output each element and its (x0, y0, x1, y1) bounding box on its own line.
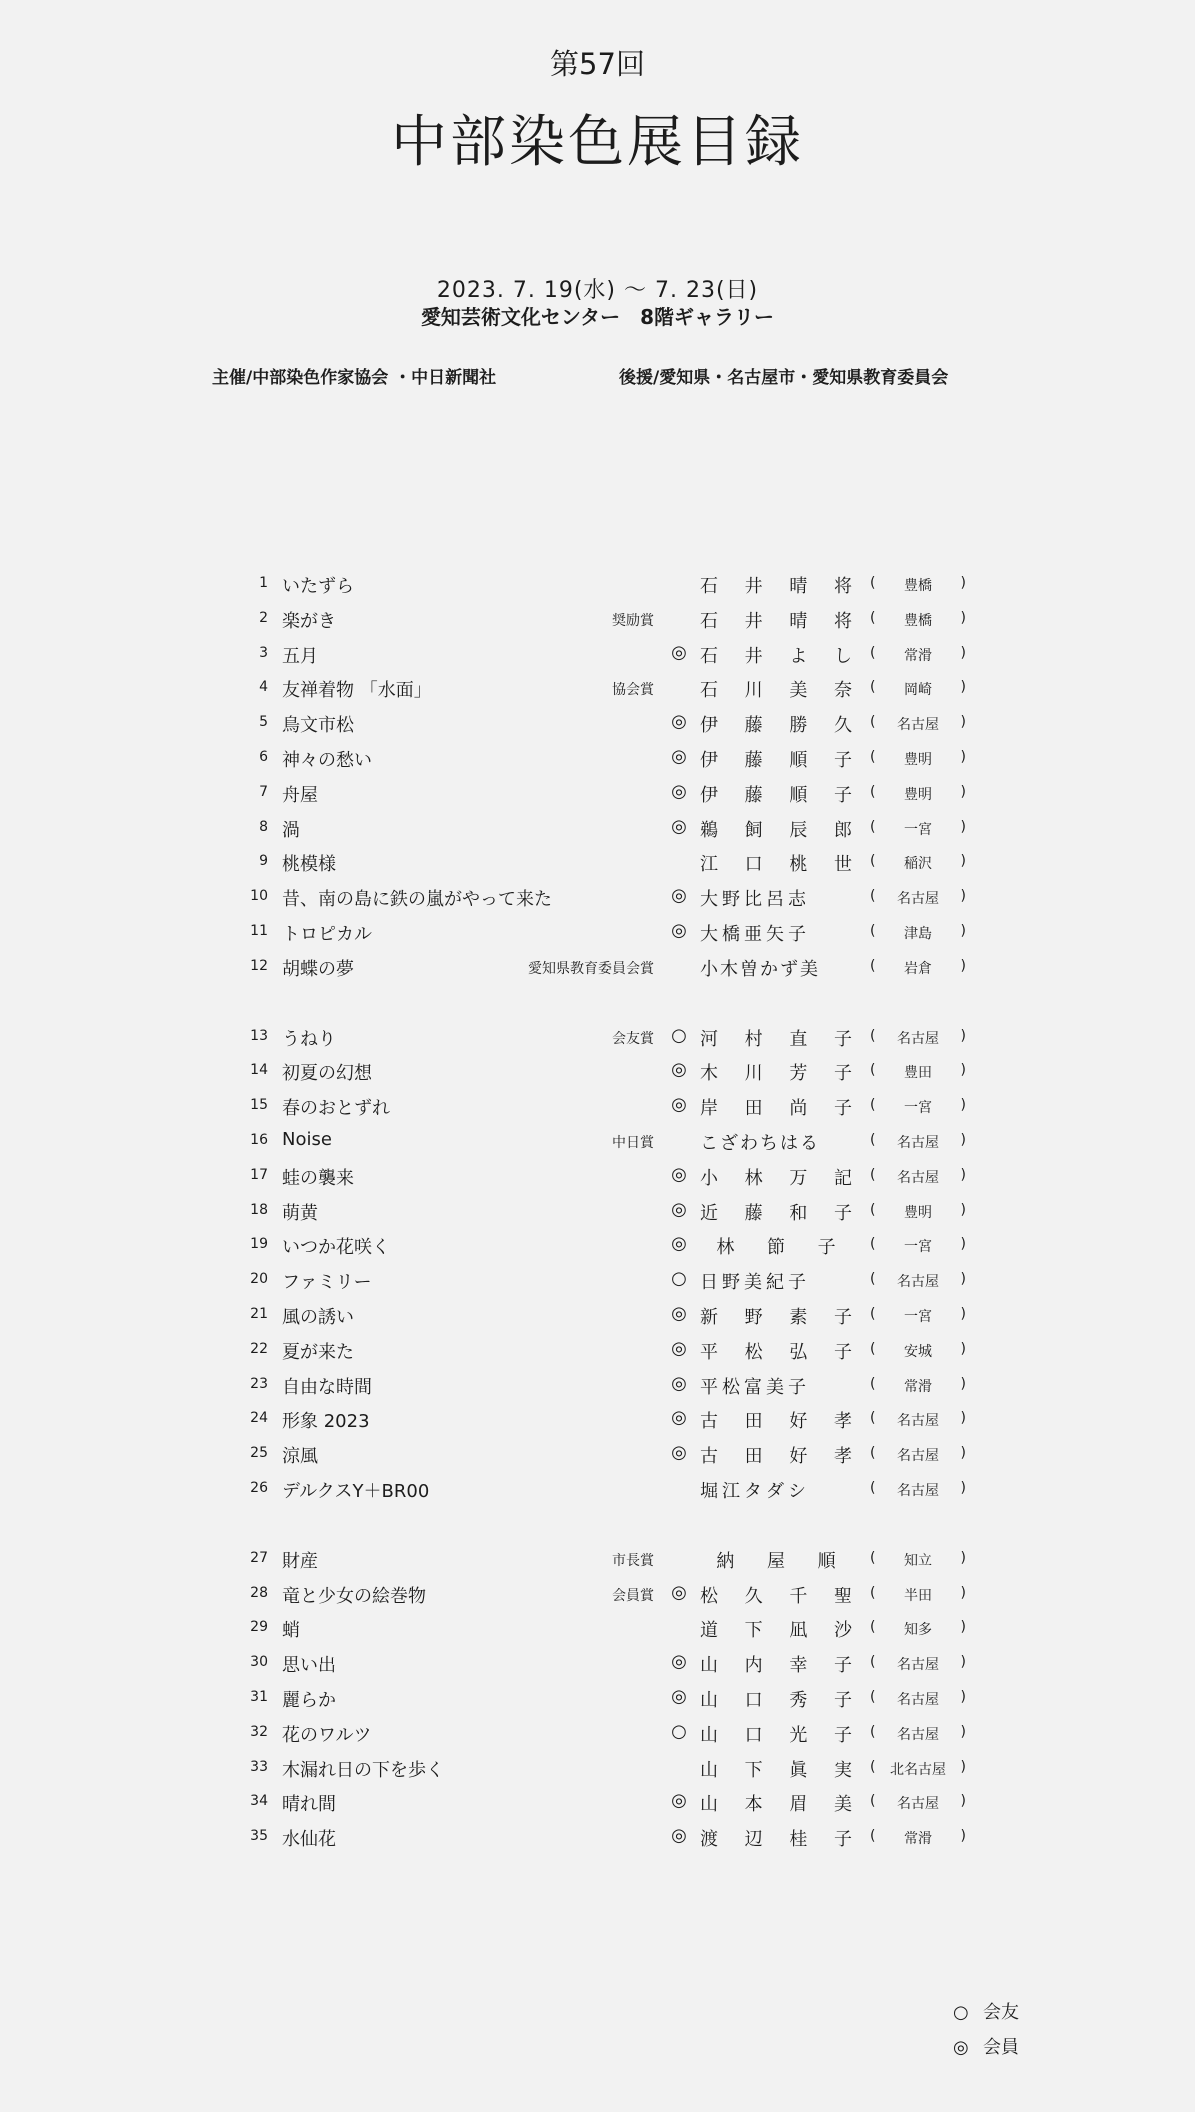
entry-title: 初夏の幻想 (282, 1063, 372, 1085)
entry-artist: 木 川 芳 子 (700, 1063, 852, 1085)
table-row (0, 846, 1195, 876)
entry-artist: 山 内 幸 子 (700, 1655, 852, 1677)
entry-number: 5 (259, 714, 268, 731)
entry-title: 竜と少女の絵巻物 (282, 1585, 426, 1607)
entry-title: 五月 (282, 645, 318, 667)
entry-number: 22 (250, 1340, 268, 1357)
entry-number: 31 (250, 1689, 268, 1705)
entry-title: 自由な時間 (282, 1376, 372, 1398)
entry-number: 26 (250, 1480, 268, 1496)
entry-location: ( 名古屋 ) (870, 1793, 966, 1813)
membership-mark: ◎ (671, 815, 687, 837)
entry-artist: 山 本 眉 美 (700, 1794, 852, 1816)
entry-artist: 納 屋 順 (716, 1550, 836, 1572)
entry-number: 25 (250, 1445, 268, 1462)
entry-title: 麗らか (282, 1690, 336, 1711)
entry-location: ( 名古屋 ) (870, 1445, 966, 1465)
entry-artist: 日野美紀子 (700, 1272, 810, 1294)
membership-mark: ◎ (671, 1442, 687, 1464)
entry-artist: 江 口 桃 世 (700, 854, 852, 876)
table-row (0, 1786, 1195, 1816)
entry-location: ( 名古屋 ) (870, 1027, 966, 1047)
membership-mark: ◎ (671, 1303, 687, 1324)
entry-title: 木漏れ日の下を歩く (282, 1759, 444, 1781)
entry-location: ( 名古屋 ) (870, 1723, 966, 1743)
membership-mark: ◎ (671, 1198, 687, 1220)
entry-title: 風の誘い (282, 1307, 354, 1328)
legend-label: 会友 (983, 2002, 1019, 2023)
entry-title: 思い出 (282, 1655, 336, 1677)
entry-number: 1 (259, 575, 268, 591)
entry-location: ( 常滑 ) (870, 644, 966, 664)
membership-mark: ◎ (671, 1790, 687, 1812)
membership-mark: ◎ (671, 641, 687, 663)
table-row (0, 638, 1195, 668)
table-row (0, 1334, 1195, 1364)
exhibition-venue: 愛知芸術文化センター 8階ギャラリー (420, 305, 775, 329)
entry-title: 胡蝶の夢 (282, 958, 354, 980)
entry-artist: 平松富美子 (700, 1376, 810, 1398)
entry-title: 桃模様 (282, 854, 336, 876)
table-row (0, 1055, 1195, 1085)
entry-artist: 伊 藤 勝 久 (700, 715, 852, 737)
entry-artist: 小 林 万 記 (700, 1167, 852, 1189)
entry-location: ( 北名古屋 ) (870, 1758, 966, 1778)
entry-location: ( 豊橋 ) (870, 609, 966, 629)
entry-artist: 石 井 晴 将 (700, 610, 852, 632)
entry-location: ( 知多 ) (870, 1619, 966, 1639)
membership-mark: ◎ (671, 1651, 687, 1673)
table-row (0, 1403, 1195, 1433)
entry-title: 蛙の襲来 (282, 1167, 354, 1189)
table-row (0, 1160, 1195, 1190)
membership-mark: ◎ (671, 746, 687, 767)
entry-artist: 大橋亜矢子 (700, 924, 810, 945)
entry-artist: 山 下 眞 実 (700, 1759, 852, 1781)
entry-location: ( 豊明 ) (870, 783, 966, 803)
entry-number: 34 (250, 1793, 268, 1810)
table-row (0, 1543, 1195, 1573)
table-row (0, 1021, 1195, 1051)
entry-title: 花のワルツ (282, 1724, 372, 1746)
legend-item-associate (953, 1998, 1019, 2024)
table-row (0, 777, 1195, 807)
table-row (0, 812, 1195, 842)
entry-location: ( 岩倉 ) (870, 957, 966, 977)
table-row (0, 1612, 1195, 1642)
supporting-organizations: 後援/愛知県・名古屋市・愛知県教育委員会 (619, 368, 949, 388)
entry-artist: 岸 田 尚 子 (700, 1098, 852, 1120)
membership-mark: ◎ (671, 780, 687, 802)
entry-title: Noise (282, 1129, 332, 1150)
entry-title: 春のおとずれ (282, 1098, 390, 1120)
entry-number: 17 (250, 1166, 268, 1183)
entry-artist: 古 田 好 孝 (700, 1446, 852, 1468)
entry-number: 30 (250, 1654, 268, 1671)
table-row (0, 1438, 1195, 1468)
entry-award: 市長賞 (612, 1552, 654, 1569)
entry-artist: 石 川 美 奈 (700, 680, 852, 702)
entry-title: 晴れ間 (282, 1794, 336, 1816)
entry-artist: 平 松 弘 子 (700, 1341, 852, 1363)
table-row (0, 951, 1195, 981)
entry-location: ( 一宮 ) (870, 1097, 966, 1117)
entry-title: 神々の愁い (282, 750, 372, 771)
table-row (0, 707, 1195, 737)
entry-number: 21 (250, 1306, 268, 1322)
entry-artist: 渡 辺 桂 子 (700, 1829, 852, 1851)
entry-number: 35 (250, 1828, 268, 1845)
table-row (0, 1647, 1195, 1677)
entry-artist: こざわちはる (700, 1133, 820, 1154)
table-row (0, 881, 1195, 911)
entry-artist: 石 井 よ し (700, 645, 852, 667)
entry-number: 6 (259, 749, 268, 765)
entry-number: 8 (259, 818, 268, 835)
membership-mark: ◎ (671, 1407, 687, 1429)
entry-artist: 鵜 飼 辰 郎 (700, 819, 852, 841)
entry-location: ( 半田 ) (870, 1584, 966, 1604)
membership-mark: ◎ (671, 1059, 687, 1081)
entry-award: 中日賞 (612, 1135, 654, 1151)
entry-artist: 松 久 千 聖 (700, 1585, 852, 1607)
table-row (0, 603, 1195, 633)
entry-title: デルクスY＋BR00 (282, 1481, 430, 1502)
entry-artist: 小木曽かず美 (700, 958, 820, 980)
catalog-title: 中部染色展目録 (391, 110, 804, 175)
entry-list (0, 568, 1195, 1928)
entry-title: 鳥文市松 (282, 715, 354, 737)
entry-number: 23 (250, 1375, 268, 1392)
entry-artist: 山 口 秀 子 (700, 1690, 852, 1711)
entry-artist: 新 野 素 子 (700, 1307, 852, 1328)
entry-title: 萌黄 (282, 1202, 318, 1224)
table-row (0, 672, 1195, 702)
entry-title: トロピカル (282, 924, 372, 945)
legend-label: 会員 (983, 2037, 1019, 2058)
legend-symbol: ○ (953, 2002, 969, 2023)
table-row (0, 1473, 1195, 1503)
entry-location: ( 名古屋 ) (870, 714, 966, 734)
entry-number: 27 (250, 1549, 268, 1566)
entry-location: ( 名古屋 ) (870, 1689, 966, 1708)
table-row (0, 1821, 1195, 1851)
membership-mark: ◎ (671, 1337, 687, 1359)
entry-title: 渦 (282, 819, 300, 841)
entry-award: 愛知県教育委員会賞 (528, 960, 654, 977)
entry-artist: 道 下 凪 沙 (700, 1620, 852, 1642)
membership-mark: ◎ (671, 1163, 687, 1185)
entry-number: 4 (259, 679, 268, 696)
table-row (0, 742, 1195, 772)
table-row (0, 568, 1195, 598)
membership-mark: ◎ (671, 1372, 687, 1394)
entry-location: ( 安城 ) (870, 1340, 966, 1360)
membership-mark: ◎ (671, 1581, 687, 1603)
entry-location: ( 一宮 ) (870, 818, 966, 838)
legend-item-member (953, 2033, 1019, 2059)
entry-artist: 伊 藤 順 子 (700, 784, 852, 806)
entry-number: 16 (250, 1132, 268, 1148)
membership-mark: ◎ (671, 1825, 687, 1847)
entry-number: 19 (250, 1236, 268, 1253)
entry-number: 33 (250, 1758, 268, 1775)
entry-number: 28 (250, 1584, 268, 1601)
entry-location: ( 豊明 ) (870, 749, 966, 768)
entry-artist: 林 節 子 (716, 1237, 836, 1259)
entry-location: ( 津島 ) (870, 923, 966, 942)
entry-title: 楽がき (282, 610, 336, 632)
entry-title: 水仙花 (282, 1829, 336, 1851)
entry-title: 財産 (282, 1550, 318, 1572)
entry-number: 15 (250, 1097, 268, 1114)
table-row (0, 1717, 1195, 1747)
membership-mark: ◎ (671, 1686, 687, 1707)
table-row (0, 1578, 1195, 1608)
entry-number: 12 (250, 957, 268, 974)
entry-artist: 大野比呂志 (700, 889, 810, 911)
entry-location: ( 名古屋 ) (870, 1166, 966, 1186)
entry-location: ( 一宮 ) (870, 1306, 966, 1325)
entry-number: 11 (250, 923, 268, 939)
entry-location: ( 常滑 ) (870, 1375, 966, 1395)
entry-location: ( 常滑 ) (870, 1828, 966, 1848)
membership-mark: ◎ (671, 885, 687, 907)
entry-number: 10 (250, 888, 268, 905)
entry-title: 友禅着物 「水面」 (282, 680, 432, 702)
entry-title: 蛸 (282, 1620, 300, 1642)
entry-title: 昔、南の島に鉄の嵐がやって来た (282, 889, 552, 911)
entry-title: 涼風 (282, 1446, 318, 1468)
entry-location: ( 豊田 ) (870, 1062, 966, 1082)
membership-mark: ◎ (671, 920, 687, 941)
table-row (0, 1264, 1195, 1294)
entry-number: 7 (259, 783, 268, 800)
entry-number: 29 (250, 1619, 268, 1636)
entry-location: ( 一宮 ) (870, 1236, 966, 1256)
entry-location: ( 名古屋 ) (870, 1480, 966, 1499)
table-row (0, 916, 1195, 946)
entry-location: ( 稲沢 ) (870, 853, 966, 873)
entry-artist: 近 藤 和 子 (700, 1202, 852, 1224)
entry-artist: 河 村 直 子 (700, 1028, 852, 1050)
membership-mark: ◎ (671, 1094, 687, 1116)
entry-number: 2 (259, 609, 268, 626)
entry-award: 奨励賞 (612, 612, 654, 629)
entry-location: ( 名古屋 ) (870, 888, 966, 908)
entry-title: 舟屋 (282, 784, 318, 806)
entry-artist: 伊 藤 順 子 (700, 750, 852, 771)
entry-number: 20 (250, 1271, 268, 1288)
entry-number: 13 (250, 1027, 268, 1044)
membership-mark: ○ (671, 1720, 687, 1742)
entry-location: ( 名古屋 ) (870, 1271, 966, 1291)
entry-number: 24 (250, 1410, 268, 1427)
entry-artist: 古 田 好 孝 (700, 1411, 852, 1433)
membership-mark: ○ (671, 1024, 687, 1046)
table-row (0, 1369, 1195, 1399)
table-row (0, 1299, 1195, 1329)
entry-number: 3 (259, 644, 268, 661)
table-row (0, 1195, 1195, 1225)
legend-symbol: ◎ (953, 2037, 969, 2058)
table-row (0, 1682, 1195, 1712)
entry-location: ( 豊明 ) (870, 1201, 966, 1221)
host-organizations: 主催/中部染色作家協会 ・中日新聞社 (212, 368, 497, 388)
membership-mark: ○ (671, 1268, 687, 1290)
entry-location: ( 名古屋 ) (870, 1132, 966, 1151)
exhibition-dates: 2023. 7. 19(水) 〜 7. 23(日) (436, 278, 759, 303)
membership-mark: ◎ (671, 711, 687, 733)
entry-title: ファミリー (282, 1272, 372, 1294)
entry-award: 会友賞 (612, 1030, 654, 1047)
table-row (0, 1125, 1195, 1155)
entry-location: ( 名古屋 ) (870, 1654, 966, 1674)
entry-location: ( 知立 ) (870, 1549, 966, 1569)
entry-number: 9 (259, 853, 268, 870)
membership-mark: ◎ (671, 1233, 687, 1255)
entry-number: 18 (250, 1201, 268, 1218)
entry-artist: 山 口 光 子 (700, 1724, 852, 1746)
table-row (0, 1752, 1195, 1782)
entry-location: ( 岡崎 ) (870, 679, 966, 699)
edition-label: 第57回 (550, 47, 645, 81)
entry-title: いたずら (282, 576, 354, 597)
entry-award: 協会賞 (612, 682, 654, 699)
entry-artist: 石 井 晴 将 (700, 576, 852, 597)
table-row (0, 1229, 1195, 1259)
entry-number: 14 (250, 1062, 268, 1079)
entry-title: うねり (282, 1028, 336, 1050)
entry-location: ( 豊橋 ) (870, 575, 966, 594)
entry-title: 夏が来た (282, 1341, 354, 1363)
table-row (0, 1090, 1195, 1120)
entry-award: 会員賞 (612, 1587, 654, 1604)
entry-location: ( 名古屋 ) (870, 1410, 966, 1430)
entry-number: 32 (250, 1723, 268, 1740)
entry-title: いつか花咲く (282, 1237, 390, 1259)
entry-title: 形象 2023 (282, 1411, 370, 1433)
entry-artist: 堀江タダシ (700, 1481, 810, 1502)
